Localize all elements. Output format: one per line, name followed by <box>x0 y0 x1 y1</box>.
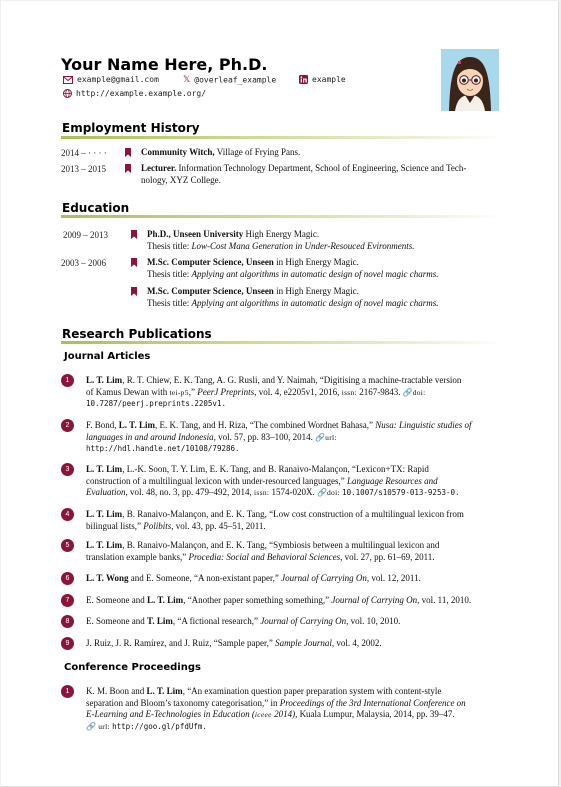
publication-number-badge: 1 <box>61 374 74 387</box>
globe-icon <box>63 89 72 98</box>
employment-detail: Information Technology Department, School of Engineering, Science and Tech- <box>178 163 467 173</box>
author-highlight: L. T. Lim <box>86 509 123 519</box>
linkedin-text: example <box>312 75 346 84</box>
pub-venue: iceee <box>254 710 272 719</box>
pub-text: , R. T. Chiew, E. K. Tang, A. G. Rusli, and Y. Naimah, “Digitising a machine-tractable version <box>122 375 462 385</box>
education-field: in High Energy Magic. <box>276 257 359 267</box>
pub-text: K. M. Boon and <box>86 686 147 696</box>
pub-text: of Kamus Dewan with <box>86 386 168 397</box>
bookmark-icon <box>125 148 131 157</box>
pub-text: , vol. 12, 2011. <box>366 573 421 583</box>
pub-doi-link[interactable]: 10.1007/s10579-013-9253-0. <box>342 488 460 497</box>
employment-role: Community Witch, <box>141 147 215 157</box>
section-rule <box>61 215 503 218</box>
url-label: url: <box>325 432 337 442</box>
thesis-label: Thesis title: <box>147 240 190 251</box>
education-date: 2003 – 2006 <box>61 258 106 268</box>
pub-text: bilingual lists,” <box>86 520 141 531</box>
author-highlight: L. T. Lim <box>86 464 123 474</box>
pub-venue: Procedia: Social and Behavioral Sciences <box>188 551 341 562</box>
employment-date: 2014 – · · · · <box>61 148 107 158</box>
author-highlight: L. T. Lim <box>86 375 123 385</box>
education-degree: M.Sc. Computer Science, Unseen <box>147 257 274 267</box>
bookmark-icon <box>131 230 137 239</box>
pub-venue: PeerJ Preprints <box>197 386 255 397</box>
publication-entry <box>86 509 501 532</box>
pub-text: , B. Ranaivo-Malançon, and E. K. Tang, “Symbiosis between a multilingual lexicon and <box>122 540 440 550</box>
employment-date: 2013 – 2015 <box>61 164 106 174</box>
pub-text: , B. Ranaivo-Malançon, and E. K. Tang, “Low cost construction of a multilingual lexicon from <box>122 509 464 519</box>
publication-number-badge: 9 <box>61 637 74 650</box>
pub-text: F. Bond, <box>86 420 119 430</box>
issn-label: issn: <box>254 488 270 497</box>
linkedin-icon <box>299 75 308 84</box>
x-logo-icon: 𝕏 <box>183 75 191 85</box>
education-field: High Energy Magic. <box>245 229 320 239</box>
education-degree: M.Sc. Computer Science, Unseen <box>147 286 274 296</box>
subsection-title-journal: Journal Articles <box>64 351 151 362</box>
pub-text: , E. K. Tang, and H. Riza, “The combined Wordnet Bahasa,” <box>154 420 373 430</box>
pub-text: , Kuala Lumpur, Malaysia, 2014, pp. 39–47. <box>295 709 455 719</box>
doi-label: doi: <box>412 387 426 397</box>
education-entry <box>147 229 414 252</box>
pub-text: construction of a multilingual lexicon with under-resourced languages,” <box>86 475 345 486</box>
thesis-title: Applying ant algorithms in automatic design of novel magic charms. <box>191 297 439 308</box>
envelope-icon <box>63 76 73 84</box>
author-highlight: L. T. Lim <box>146 686 183 696</box>
author-highlight: L. T. Lim <box>118 420 155 430</box>
pub-venue: 2014) <box>271 709 296 719</box>
pub-text: , vol. 4, e2205v1, 2016, <box>254 386 340 397</box>
pub-venue: Journal of Carrying On <box>260 616 347 626</box>
publication-number-badge: 4 <box>61 508 74 521</box>
education-degree: Ph.D., Unseen University <box>147 229 244 239</box>
bookmark-icon <box>125 164 131 173</box>
pub-venue: Journal of Carrying On <box>331 595 418 605</box>
thesis-title: Low-Cost Mana Generation in Under-Resouced Evironments. <box>191 240 415 251</box>
publication-entry <box>86 464 501 499</box>
author-highlight: L. T. Lim <box>86 540 123 550</box>
doi-label: doi: <box>327 488 340 497</box>
pub-text: separation and Bloom’s taxonomy categorisation,” in <box>86 697 278 708</box>
pub-url-link[interactable]: http://goo.gl/pfdUfm. <box>112 721 207 731</box>
employment-entry <box>141 163 501 186</box>
section-rule <box>61 136 503 139</box>
pub-text: , vol. 11, 2010. <box>417 595 472 605</box>
x-handle-text: @overleaf_example <box>194 75 277 85</box>
pub-text: , “A fictional research,” <box>172 616 259 626</box>
publication-entry <box>86 375 501 410</box>
pub-text: E. Someone and <box>86 595 147 605</box>
thesis-label: Thesis title: <box>147 297 190 308</box>
pub-venue: Journal of Carrying On <box>281 573 367 583</box>
profile-photo <box>441 49 499 111</box>
pub-venue: languages in and around Indonesia <box>86 431 214 442</box>
education-field: in High Energy Magic. <box>276 286 359 296</box>
pub-text: translation example banks,” <box>86 551 187 562</box>
author-highlight: T. Lim <box>147 616 173 626</box>
pub-text: , “An examination question paper preparation system with content-style <box>182 686 442 696</box>
publication-number-badge: 1 <box>61 685 74 698</box>
email-text: example@gmail.com <box>77 75 159 84</box>
thesis-label: Thesis title: <box>147 268 190 279</box>
cv-name: Your Name Here, Ph.D. <box>61 55 268 74</box>
pub-text: and E. Someone, “A non-existant paper,” <box>128 573 279 583</box>
linkedin-contact[interactable] <box>299 75 346 84</box>
pub-issn: 1574-020X. <box>271 487 315 497</box>
thesis-title: Applying ant algorithms in automatic design of novel magic charms. <box>191 268 439 279</box>
pub-venue: E-Learning and E-Technologies in Education ( <box>86 709 255 719</box>
author-highlight: L. T. Wong <box>86 573 129 583</box>
publication-entry <box>86 638 501 650</box>
publication-number-badge: 7 <box>61 594 74 607</box>
website-text: http://example.example.org/ <box>76 89 207 98</box>
pub-venue: Polibits <box>143 520 172 531</box>
pub-text: , vol. 4, 2002. <box>331 638 382 648</box>
publication-entry <box>86 686 501 732</box>
issn-label: issn: <box>341 387 357 397</box>
publication-number-badge: 5 <box>61 539 74 552</box>
pub-text: ,” <box>188 386 196 397</box>
pub-text: , vol. 48, no. 3, pp. 479–492, 2014, <box>125 487 252 497</box>
pub-venue: Proceedings of the 3rd International Conference on <box>279 697 466 708</box>
pub-issn: 2167-9843. <box>359 386 401 397</box>
publication-entry <box>86 540 501 563</box>
link-icon: 🔗 <box>402 387 413 397</box>
publication-entry <box>86 420 501 455</box>
pub-venue: Sample Journal <box>275 638 332 648</box>
email-contact[interactable] <box>63 75 159 84</box>
pub-venue: Nusa: Linguistic studies of <box>375 420 472 430</box>
publication-entry <box>86 616 501 628</box>
pub-text: , vol. 43, pp. 45–51, 2011. <box>171 520 266 531</box>
url-label: url: <box>98 721 110 731</box>
cv-page <box>1 1 559 787</box>
pub-venue: Language Resources and <box>347 475 438 486</box>
publication-number-badge: 6 <box>61 572 74 585</box>
employment-role: Lecturer. <box>141 163 177 173</box>
pub-text: , vol. 27, pp. 61–69, 2011. <box>340 551 435 562</box>
employment-detail: Village of Frying Pans. <box>216 147 301 157</box>
employment-detail-cont: nology, XYZ College. <box>141 174 221 185</box>
section-title-employment: Employment History <box>62 121 200 135</box>
website-contact[interactable] <box>63 89 206 98</box>
publication-number-badge: 3 <box>61 463 74 476</box>
education-date: 2009 – 2013 <box>63 230 108 240</box>
x-contact[interactable] <box>183 75 276 85</box>
education-entry <box>147 257 438 280</box>
pub-doi-link[interactable]: 10.7287/peerj.preprints.2205v1. <box>86 399 226 408</box>
link-icon: 🔗 <box>315 432 326 442</box>
bookmark-icon <box>131 287 137 296</box>
publication-entry <box>86 595 501 607</box>
publication-entry <box>86 573 501 585</box>
pub-url-link[interactable]: http://hdl.handle.net/10108/79286. <box>86 444 240 453</box>
pub-text: , vol. 10, 2010. <box>346 616 401 626</box>
pub-text: tei-p5 <box>169 387 189 397</box>
pub-text: J. Ruiz, J. R. Ramírez, and J. Ruiz, “Sample paper,” <box>86 638 273 648</box>
link-icon: 🔗 <box>317 488 327 497</box>
pub-text: , vol. 57, pp. 83–100, 2014. <box>213 431 313 442</box>
employment-entry <box>141 147 300 159</box>
author-highlight: L. T. Lim <box>147 595 184 605</box>
pub-text: , “Another paper something something,” <box>183 595 330 605</box>
subsection-title-conference: Conference Proceedings <box>64 662 201 673</box>
section-rule <box>61 341 503 344</box>
bookmark-icon <box>131 258 137 267</box>
pub-venue: Evaluation <box>86 487 126 497</box>
pub-text: E. Someone and <box>86 616 147 626</box>
education-entry <box>147 286 438 309</box>
pub-text: , L.-K. Soon, T. Y. Lim, E. K. Tang, and B. Ranaivo-Malançon, “Lexicon+TX: Rapid <box>122 464 429 474</box>
section-title-publications: Research Publications <box>62 327 212 341</box>
link-icon: 🔗 <box>86 721 96 731</box>
section-title-education: Education <box>62 201 130 215</box>
publication-number-badge: 8 <box>61 615 74 628</box>
publication-number-badge: 2 <box>61 419 74 432</box>
